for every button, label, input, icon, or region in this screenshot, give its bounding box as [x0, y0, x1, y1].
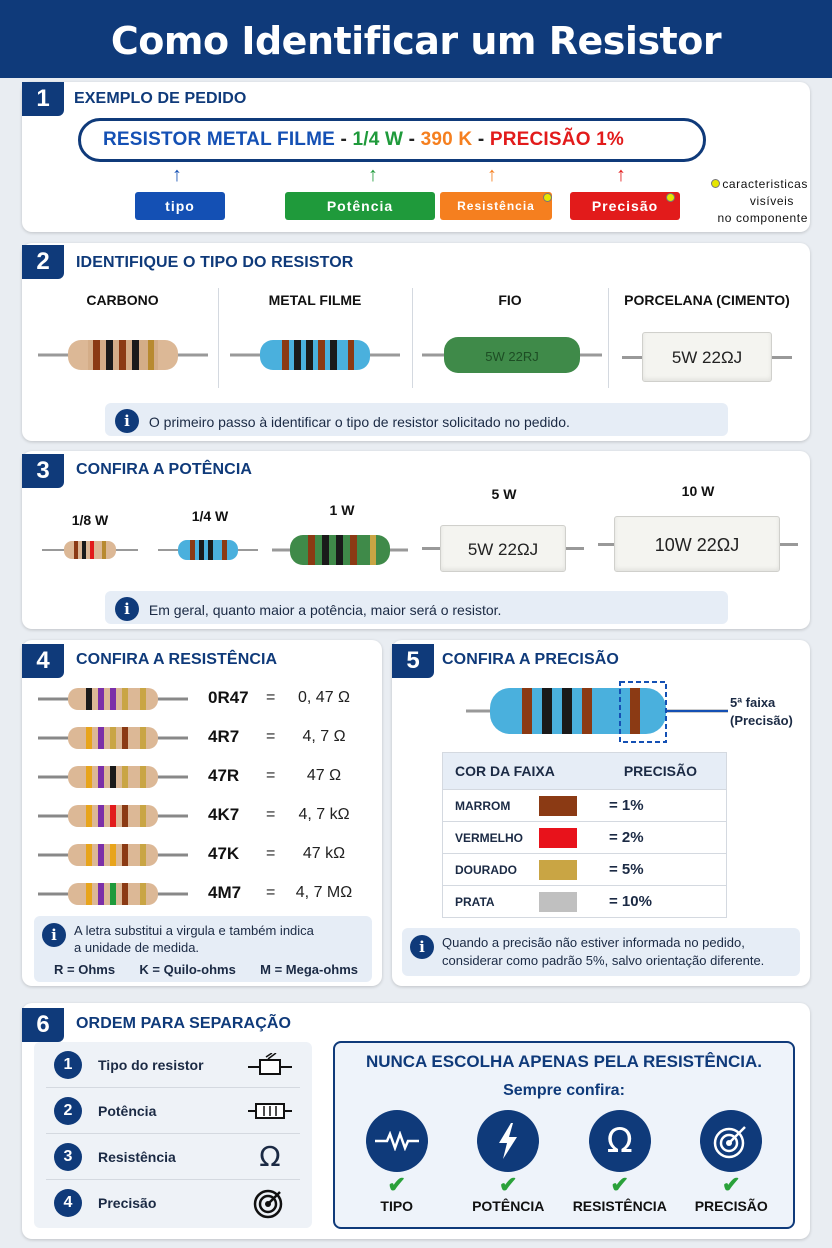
step-number: 2 [54, 1097, 82, 1125]
resistance-value: 0, 47 Ω [298, 689, 350, 706]
header-banner [0, 0, 832, 78]
resistor-code-image [38, 843, 188, 867]
resistance-row [38, 878, 378, 917]
resistor-1w-image [272, 532, 408, 568]
equals-sign: = [266, 689, 276, 706]
omega-icon: Ω [589, 1110, 651, 1172]
resistance-row [38, 761, 378, 800]
check-label: PRECISÃO [694, 1198, 768, 1214]
carbon-resistor-image [38, 336, 208, 374]
table-row [443, 885, 726, 917]
order-step [46, 1180, 300, 1226]
resistor-code-image [38, 882, 188, 906]
order-sep: - [335, 129, 353, 150]
color-name: MARROM [455, 798, 511, 813]
section-1-title: EXEMPLO DE PEDIDO [74, 90, 247, 107]
table-row [443, 821, 726, 853]
info-box [105, 403, 728, 436]
wire-resistor-image [422, 334, 602, 376]
visible-marker-dot [711, 179, 720, 188]
visible-marker-dot [666, 193, 675, 202]
resistance-value: 4, 7 kΩ [298, 806, 350, 823]
section-1-number: 1 [22, 82, 64, 116]
info-text: Quando a precisão não estiver informada no pedido, [442, 935, 745, 950]
omega-icon: Ω [259, 1140, 281, 1173]
precision-resistor-image [466, 678, 736, 746]
resistance-value: 47 kΩ [302, 845, 346, 862]
section-5-number: 5 [392, 644, 434, 678]
step-label: Resistência [98, 1148, 176, 1165]
equals-sign: = [266, 845, 276, 862]
order-step [46, 1042, 300, 1088]
precision-value: = 1% [609, 797, 644, 814]
precision-value: = 2% [609, 829, 644, 846]
band-label-line: 5ª faixa [730, 695, 776, 710]
precision-value: = 5% [609, 861, 644, 878]
type-label: CARBONO [86, 292, 159, 308]
order-step [46, 1134, 300, 1180]
section-2-number: 2 [22, 245, 64, 279]
step-label: Precisão [98, 1195, 157, 1211]
resistance-code: 4R7 [208, 727, 240, 746]
resistance-value: 4, 7 Ω [302, 728, 346, 745]
check-label: TIPO [380, 1198, 414, 1214]
info-text: A letra substitui a virgula e também indica [74, 923, 314, 938]
tag-resistencia: Resistência [440, 192, 552, 220]
check-item [676, 1110, 786, 1214]
metal-film-resistor-image [230, 336, 400, 374]
resistance-list [38, 683, 378, 917]
resistance-row [38, 722, 378, 761]
resistance-code: 47K [208, 844, 240, 863]
note-line: caracteristicas [722, 177, 808, 191]
color-name: VERMELHO [455, 830, 524, 845]
power-resistor-icon [248, 1099, 292, 1123]
power-label: 10 W [681, 483, 715, 499]
step-number: 1 [54, 1051, 82, 1079]
info-box [34, 916, 372, 982]
resistor-code-image [38, 804, 188, 828]
fifth-band-label [730, 694, 793, 730]
checkmark-icon: ✔ [610, 1172, 629, 1197]
check-item [565, 1110, 675, 1214]
unit-legend [42, 962, 364, 977]
color-name: DOURADO [455, 862, 517, 877]
precision-table-header [443, 753, 726, 789]
section-3-title: CONFIRA A POTÊNCIA [76, 461, 253, 478]
ceramic-resistor-image: 5W 22ΩJ [642, 332, 772, 382]
visible-characteristics-note [692, 176, 808, 227]
type-label: PORCELANA (CIMENTO) [624, 292, 790, 308]
check-list [335, 1110, 793, 1214]
target-icon [700, 1110, 762, 1172]
precision-table [442, 752, 727, 918]
step-label: Potência [98, 1102, 157, 1119]
info-text: considerar como padrão 5%, salvo orientação diferente. [442, 953, 765, 968]
resistance-code: 47R [208, 766, 240, 785]
lightning-icon [477, 1110, 539, 1172]
check-item [453, 1110, 563, 1214]
section-4-title: CONFIRA A RESISTÊNCIA [76, 651, 278, 668]
check-item [342, 1110, 452, 1214]
check-label: POTÊNCIA [472, 1198, 545, 1214]
resistor-code-image [38, 726, 188, 750]
page-title: Como Identificar um Resistor [110, 19, 722, 63]
power-label: 1/8 W [71, 512, 109, 528]
column-header: PRECISÃO [623, 763, 697, 779]
table-row [443, 853, 726, 885]
column-header: COR DA FAIXA [455, 763, 555, 779]
wire-resistor-print: 5W 22RJ [485, 349, 539, 364]
resistor-1-8w-image [42, 538, 138, 562]
checkmark-icon: ✔ [499, 1172, 518, 1197]
type-label: FIO [498, 292, 522, 308]
order-precision: PRECISÃO 1% [489, 129, 625, 150]
resistance-code: 4K7 [208, 805, 240, 824]
checkmark-icon: ✔ [387, 1172, 406, 1197]
power-label: 5 W [491, 486, 517, 502]
order-power: 1/4 W [352, 129, 404, 150]
separation-order-list [34, 1042, 312, 1228]
band-label-line: (Precisão) [730, 713, 793, 728]
info-text: Em geral, quanto maior a potência, maior será o resistor. [148, 602, 502, 619]
resistor-code-image [38, 687, 188, 711]
info-icon: i [115, 409, 139, 433]
section-3-number: 3 [22, 454, 64, 488]
check-label: RESISTÊNCIA [572, 1198, 667, 1214]
resistor-1-4w-image [158, 537, 258, 563]
section-4-number: 4 [22, 644, 64, 678]
divider [412, 288, 413, 388]
visible-marker-dot [543, 193, 552, 202]
resistance-value: 4, 7 MΩ [295, 884, 353, 901]
tag-potencia: Potência [285, 192, 435, 220]
arrow-up-icon: ↑ [616, 164, 626, 186]
order-sep: - [472, 129, 490, 150]
checkmark-icon: ✔ [722, 1172, 741, 1197]
color-swatch [539, 796, 577, 816]
info-icon: i [42, 923, 66, 947]
type-label: METAL FILME [268, 292, 362, 308]
color-name: PRATA [455, 894, 495, 909]
resistance-code: 4M7 [208, 883, 242, 902]
info-icon: i [115, 597, 139, 621]
section-2-title: IDENTIFIQUE O TIPO DO RESISTOR [76, 254, 354, 271]
tag-precisao: Precisão [570, 192, 680, 220]
color-swatch [539, 860, 577, 880]
equals-sign: = [266, 767, 276, 784]
equals-sign: = [266, 728, 276, 745]
resistor-symbol-icon [366, 1110, 428, 1172]
table-row [443, 789, 726, 821]
resistance-value: 47 Ω [306, 767, 342, 784]
divider [608, 288, 609, 388]
order-sep: - [403, 129, 421, 150]
target-icon [248, 1187, 292, 1219]
resistance-row [38, 683, 378, 722]
section-5-title: CONFIRA A PRECISÃO [442, 651, 619, 668]
tag-tipo: tipo [135, 192, 225, 220]
equals-sign: = [266, 884, 276, 901]
info-icon: i [410, 935, 434, 959]
order-step [46, 1088, 300, 1134]
note-line: visíveis [749, 194, 794, 208]
power-label: 1 W [329, 502, 355, 518]
equals-sign: = [266, 806, 276, 823]
order-example [78, 118, 706, 162]
precision-value: = 10% [609, 893, 652, 910]
resistor-icon [248, 1053, 292, 1077]
warning-box [333, 1041, 795, 1229]
order-type: RESISTOR METAL FILME [103, 129, 336, 150]
step-number: 3 [54, 1143, 82, 1171]
arrow-up-icon: ↑ [172, 164, 182, 186]
divider [218, 288, 219, 388]
order-resistance: 390 K [420, 129, 473, 150]
color-swatch [539, 892, 577, 912]
resistance-row [38, 839, 378, 878]
color-swatch [539, 828, 577, 848]
step-label: Tipo do resistor [98, 1056, 204, 1073]
info-box [105, 591, 728, 624]
resistor-code-image [38, 765, 188, 789]
resistance-code: 0R47 [208, 688, 249, 707]
warning-title: NUNCA ESCOLHA APENAS PELA RESISTÊNCIA. [365, 1052, 763, 1071]
info-text: a unidade de medida. [74, 940, 200, 955]
arrow-up-icon: ↑ [368, 164, 378, 186]
legend-item: R = Ohms [54, 962, 116, 977]
info-box [402, 928, 800, 976]
section-6-number: 6 [22, 1008, 64, 1042]
section-6-title: ORDEM PARA SEPARAÇÃO [76, 1015, 292, 1032]
legend-item: K = Quilo-ohms [139, 962, 236, 977]
warning-subtitle: Sempre confira: [503, 1082, 625, 1099]
resistance-row [38, 800, 378, 839]
power-label: 1/4 W [191, 508, 229, 524]
note-line: no componente [717, 211, 808, 225]
ceramic-10w-image: 10W 22ΩJ [614, 516, 780, 572]
info-text: O primeiro passo à identificar o tipo de resistor solicitado no pedido. [148, 414, 570, 431]
step-number: 4 [54, 1189, 82, 1217]
arrow-up-icon: ↑ [487, 164, 497, 186]
ceramic-5w-image: 5W 22ΩJ [440, 525, 566, 572]
legend-item: M = Mega-ohms [260, 962, 358, 977]
